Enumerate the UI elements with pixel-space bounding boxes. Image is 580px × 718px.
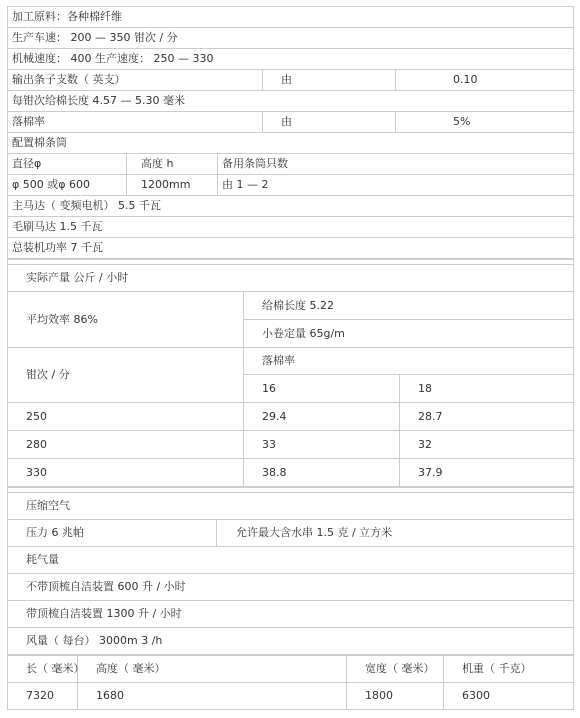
output-row-nips: 330 bbox=[8, 459, 244, 487]
compressed-air-title: 压缩空气 bbox=[8, 493, 574, 520]
output-row-16: 29.4 bbox=[244, 403, 400, 431]
output-row-18: 37.9 bbox=[400, 459, 574, 487]
spec-sheet bbox=[7, 6, 573, 710]
air-volume-value: 风量（ 每台） 3000m 3 /h bbox=[8, 628, 574, 655]
noil-col-16: 16 bbox=[244, 375, 400, 403]
output-silver-from-label: 由 bbox=[263, 70, 396, 91]
main-motor-row: 主马达（ 变频电机） 5.5 千瓦 bbox=[8, 196, 574, 217]
pressure-value: 压力 6 兆帕 bbox=[8, 520, 217, 547]
efficiency-label: 平均效率 86% bbox=[8, 292, 244, 348]
dim-header-width: 宽度（ 毫米） bbox=[347, 656, 444, 683]
can-value-diameter: φ 500 或φ 600 bbox=[8, 175, 127, 196]
dim-value-height: 1680 bbox=[78, 683, 347, 710]
consumption-with-cleaner: 带顶梳自洁装置 1300 升 / 小时 bbox=[8, 601, 574, 628]
dim-header-height: 高度（ 毫米） bbox=[78, 656, 347, 683]
output-row-18: 28.7 bbox=[400, 403, 574, 431]
output-row-nips: 280 bbox=[8, 431, 244, 459]
noil-header: 落棉率 bbox=[244, 348, 574, 375]
output-silver-from-value: 0.10 bbox=[396, 70, 574, 91]
noil-rate-label: 落棉率 bbox=[8, 112, 263, 133]
dimensions-table bbox=[7, 655, 574, 710]
noil-rate-from-value: 5% bbox=[396, 112, 574, 133]
nips-label: 钳次 / 分 bbox=[8, 348, 244, 403]
consumption-without-cleaner: 不带顶梳自洁装置 600 升 / 小时 bbox=[8, 574, 574, 601]
noil-col-18: 18 bbox=[400, 375, 574, 403]
can-config-title: 配置棉条筒 bbox=[8, 133, 574, 154]
output-row-16: 38.8 bbox=[244, 459, 400, 487]
air-table bbox=[7, 487, 574, 655]
dim-value-width: 1800 bbox=[347, 683, 444, 710]
water-content-value: 允许最大含水串 1.5 克 / 立方米 bbox=[217, 520, 574, 547]
material-row: 加工原料：各种棉纤维 bbox=[8, 7, 574, 28]
production-speed-row: 生产车速： 200 — 350 钳次 / 分 bbox=[8, 28, 574, 49]
machine-speed-row: 机械速度： 400 生产速度： 250 — 330 bbox=[8, 49, 574, 70]
noil-rate-from-label: 由 bbox=[263, 112, 396, 133]
output-row-16: 33 bbox=[244, 431, 400, 459]
can-value-height: 1200mm bbox=[127, 175, 218, 196]
dim-value-length: 7320 bbox=[8, 683, 78, 710]
dim-header-length: 长（ 毫米） bbox=[8, 656, 78, 683]
output-row-nips: 250 bbox=[8, 403, 244, 431]
brush-motor-row: 毛刷马达 1.5 千瓦 bbox=[8, 217, 574, 238]
air-consumption-title: 耗气量 bbox=[8, 547, 574, 574]
actual-output-title: 实际产量 公斤 / 小时 bbox=[8, 265, 574, 292]
output-silver-label: 输出条子支数（ 英支） bbox=[8, 70, 263, 91]
can-header-height: 高度 h bbox=[127, 154, 218, 175]
can-header-diameter: 直径φ bbox=[8, 154, 127, 175]
can-value-spare: 由 1 — 2 bbox=[218, 175, 574, 196]
can-header-spare: 备用条筒只数 bbox=[218, 154, 574, 175]
total-power-row: 总装机功率 7 千瓦 bbox=[8, 238, 574, 259]
spec-table bbox=[7, 6, 574, 259]
output-table bbox=[7, 259, 574, 487]
dim-value-weight: 6300 bbox=[444, 683, 574, 710]
dim-header-weight: 机重（ 千克） bbox=[444, 656, 574, 683]
lap-weight-value: 小卷定量 65g/m bbox=[244, 320, 574, 348]
output-row-18: 32 bbox=[400, 431, 574, 459]
feed-length-row: 每钳次给棉长度 4.57 — 5.30 毫米 bbox=[8, 91, 574, 112]
feed-length-value: 给棉长度 5.22 bbox=[244, 292, 574, 320]
